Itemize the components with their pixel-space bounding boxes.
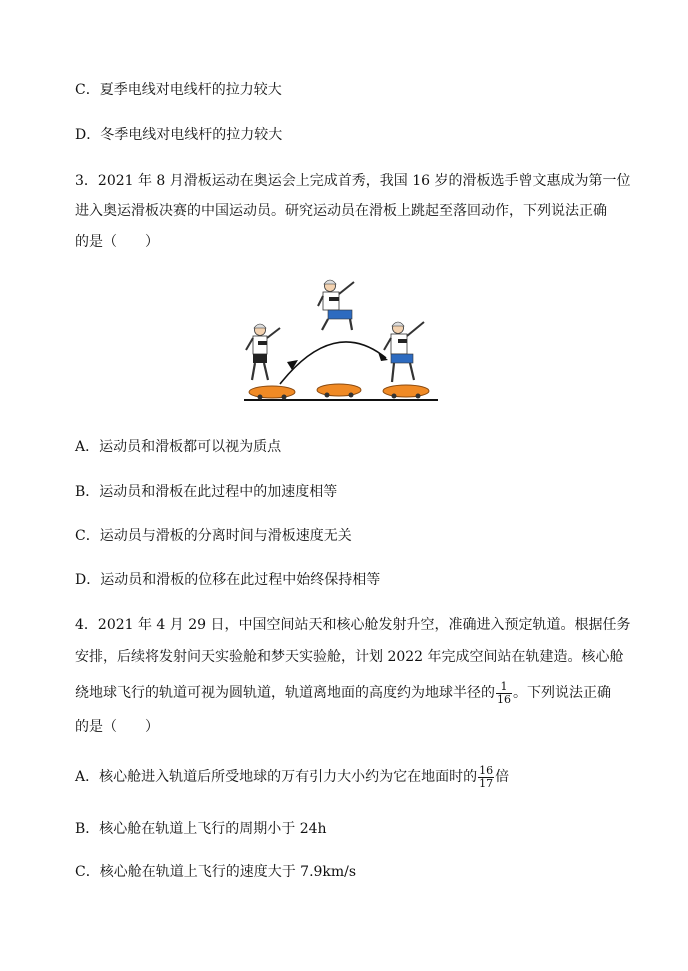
option-4b: B．核心舱在轨道上飞行的周期小于 24h (75, 821, 327, 837)
fraction-denominator: 17 (479, 776, 494, 790)
arrow-head-2 (378, 352, 388, 361)
option-3d: D．运动员和滑板的位移在此过程中始终保持相等 (75, 572, 381, 588)
question-4-line-2: 安排，后续将发射问天实验舱和梦天实验舱，计划 2022 年完成空间站在轨建造。核心舱 (75, 649, 624, 665)
option-3c: C．运动员与滑板的分离时间与滑板速度无关 (75, 528, 352, 544)
skater-3 (384, 322, 424, 382)
skateboard-1 (249, 386, 295, 400)
question-3-line-3: 的是（ ） (75, 234, 159, 250)
question-4-line-1: 4．2021 年 4 月 29 日，中国空间站天和核心舱发射升空，准确进入预定轨道。根据任务 (75, 617, 631, 633)
question-4-line-3-text: 绕地球飞行的轨道可视为圆轨道，轨道离地面的高度约为地球半径的 (75, 685, 495, 701)
option-4a-tail: 倍 (495, 769, 510, 785)
fraction-16-17 (478, 765, 494, 790)
option-4a-text: A．核心舱进入轨道后所受地球的万有引力大小约为它在地面时的 (75, 769, 478, 785)
fraction-1-16 (496, 681, 512, 706)
fraction-denominator: 16 (497, 692, 511, 706)
question-4-line-3 (75, 676, 611, 710)
option-4c: C．核心舱在轨道上飞行的速度大于 7.9km/s (75, 864, 357, 880)
question-4-line-3-tail: 。下列说法正确 (513, 685, 611, 701)
skater-2 (318, 280, 354, 330)
question-3-line-2: 进入奥运滑板决赛的中国运动员。研究运动员在滑板上跳起至落回动作，下列说法正确 (75, 203, 607, 219)
question-4-line-4: 的是（ ） (75, 719, 159, 735)
option-2c: C．夏季电线对电线杆的拉力较大 (75, 82, 282, 98)
skateboard-jump-figure (238, 276, 442, 404)
fraction-numerator: 16 (479, 763, 494, 777)
skateboard-3 (383, 385, 429, 399)
option-2d: D．冬季电线对电线杆的拉力较大 (75, 127, 283, 143)
skater-1 (246, 324, 280, 380)
option-3a: A．运动员和滑板都可以视为质点 (75, 439, 282, 455)
option-3b: B．运动员和滑板在此过程中的加速度相等 (75, 484, 338, 500)
fraction-numerator: 1 (496, 681, 512, 694)
skateboard-2 (317, 384, 361, 398)
question-3-line-1: 3．2021 年 8 月滑板运动在奥运会上完成首秀，我国 16 岁的滑板选手曾文惠成为第一位 (75, 173, 631, 189)
option-4a (75, 760, 509, 794)
